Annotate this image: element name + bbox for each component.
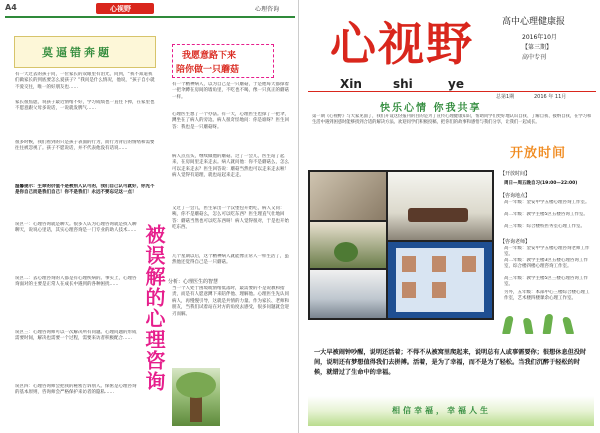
plants-room-photo (310, 222, 386, 268)
header-banner: 心视野 (110, 5, 131, 13)
masthead-rule (308, 91, 596, 92)
masthead-date: 2016年10月 (522, 34, 557, 41)
story-paragraph-4: 又过了一会儿，医生拿出一个汉堡包开始吃，病人又问：咦，你不是蘑菇么，怎么可以吃东西？医生理直气壮地回答：蘑菇当然也可以吃东西呀！病人觉得很对，于是也开始吃东西。 (172, 206, 289, 231)
masthead-edition: 高中专刊 (522, 54, 547, 61)
story-paragraph-2: 心理医生想了一个办法。有一天，心理医生也撑了一把伞，蹲坐在了病人的旁边。病人很奇怪地问：你是谁呀？医生回答：我也是一只蘑菇呀。 (172, 112, 289, 130)
share-text: 第一期《心视野》与大家见面了，我们开设这份报刊的目的是为了宣传心理健康知识，帮助同学们更好地认识自我、了解自我、接纳自我，在学习和生活中遇到困惑时能够找到合适的解决方法。欢迎同学们积极投稿，把你们的故事和感悟与我们分享，让我们一起成长。 (312, 114, 592, 125)
story-paragraph-5: 几个星期以后，这个精神病人就能像正常人一样生活了，虽然他还觉得自己是一只蘑菇。 (172, 254, 289, 266)
left-warning: 温馨提示：生命的价值不是被别人认可的，我们自己认可就好，你先不是你自己而是我们自己！你不是我们！永远不要忘记这一点！ (15, 184, 155, 196)
vertical-article-2: 误区二：去心理咨询的人都是有心理疾病的。事实上，心理咨询面对的主要是正常人在成长中遇到的各种困扰…… (15, 276, 137, 288)
vertical-title (140, 224, 168, 432)
center-fold (298, 0, 299, 433)
story-paragraph-3: 病人点点头，继续做他的蘑菇。过了一会儿，医生站了起来，在房间里走来走去。病人就问他：你不是蘑菇么，怎么可以走来走去？医生回答说：蘑菇当然也可以走来走去啦！病人觉得有道理，就也站起来走走。 (172, 154, 289, 179)
teacher-item-2: 高二年级：教学主楼3区五楼心理咨询工作室，综合楼四楼心理咨询工作室。 (504, 258, 588, 270)
right-page (300, 0, 600, 433)
masthead-issue: 【第三期】 (522, 44, 553, 51)
analysis-text: 当一个人处于困境或情绪低落时，最需要的不是说教和指责，而是有人愿意蹲下来陪伴他、理解他。心理医生先认同病人，再慢慢引导，这就是共情的力量。作为家长、老师和朋友，当我们试着站在对方的角度去感受，很多问题就会迎刃而解。 (172, 286, 289, 317)
left-paragraph-1: 家长很焦虑，说孩子最近情绪不好，学习成绩也一直往下掉，在家里也不愿意跟父母多说话，一说就发脾气…… (15, 100, 155, 112)
place-item-3: 高三年级：综合楼校医务室心理工作室。 (504, 224, 585, 229)
staff-board-photo (388, 242, 492, 318)
total-issue: 总第1期 (496, 94, 515, 100)
issue-date: 2016 年 11月 (534, 94, 567, 100)
schedule-extra: 另外，五年级：本部中心三楼综合楼心理工作室，艺术楼四楼课余心理工作室。 (504, 290, 590, 302)
teacher-item-3: 高三年级：教学主楼5区三楼心理咨询工作室。 (504, 276, 588, 288)
running-figures (500, 312, 592, 338)
quote-text: 一大早被闹钟吵醒，说明还活着；不得不从被窝里爬起来，说明总有人或事需要你；很想休息但没时间，说明还有梦想值得我们去拼搏。活着，是为了幸福，而不是为了轻松。当我们沉醉于轻松的时候，就错过了生命中的幸福。 (314, 349, 587, 376)
left-intro: 有一天过去的孩子问，一位家长的双眼里有泪光，问到，“我不知道我们做家长的到底要怎么爱孩子？”我问是什么情况，他说，“孩子自小就不爱交往，唯一的好朋友也…… (15, 72, 155, 90)
place-label: 【咨询地点】 (500, 193, 531, 199)
tree-photo (172, 368, 220, 426)
vertical-article-1: 误区一：心理咨询就是聊天。很多人认为心理咨询就是找人聊聊天，说说心里话，其实心理咨询是一门专业的助人技术…… (15, 222, 137, 234)
story-title-2: 陪你做一只蘑菇 (176, 65, 240, 75)
pinyin-3: ye (448, 77, 464, 91)
header-section: 心理咨询 (255, 6, 280, 13)
newspaper-name: 高中心理健康报 (502, 17, 566, 27)
share-title: 快乐心情 你我共享 (380, 103, 482, 114)
teacher-item-1: 高一年级：金安中学五楼心理咨询老师工作室。 (504, 246, 590, 258)
pinyin-1: Xin (340, 77, 362, 91)
time-label: 【开放时间】 (500, 171, 531, 177)
time-value: 周日—周五晚自习(19:00—22:00) (504, 181, 578, 186)
meeting-room-photo (310, 172, 386, 220)
hallway-photo (310, 270, 386, 318)
story-paragraph-1: 有一个精神病人，以为自己是一只蘑菇，于是他每天都撑着一把伞蹲在房间的墙角里，不吃也不喝，像一只真正的蘑菇一样。 (172, 82, 289, 100)
masthead-logo: 心视野 (330, 17, 474, 71)
teacher-label: 【咨询老师】 (500, 239, 531, 245)
schedule-title: 开放时间 (510, 146, 567, 161)
place-item-1: 高一年级：金安中学五楼心理咨询工作室。 (504, 200, 590, 205)
page-number: A4 (5, 3, 17, 12)
place-item-2: 高二年级：教学主楼5区五楼咨询工作室。 (504, 212, 588, 217)
analysis-title: 分析：心理医生的智慧 (168, 279, 219, 285)
bright-room-photo (388, 172, 492, 240)
story-title-1: 我愿意路下来 (182, 51, 237, 61)
header-rule (5, 16, 295, 18)
bookmark-title: 莫逼错奔题 (42, 46, 112, 59)
pinyin-2: shi (393, 77, 413, 91)
left-paragraph-2: 很多时候，我们看到的只是孩子表面的行为，而行为背后的情绪和需要往往被忽视了。孩子不愿说话，并不代表他没有话说…… (15, 140, 155, 152)
vertical-article-4: 误区四：心理咨询师会把我的秘密告诉别人。保密是心理咨询的基本原则，咨询师会严格保护来访者的隐私…… (15, 384, 137, 396)
vertical-article-3: 误区三：心理咨询师可以一次解决所有问题。心理问题的形成需要时间，解决也需要一个过程，需要来访者积极配合…… (15, 330, 137, 342)
vertical-title-text: 被误解的心理咨询 (142, 224, 166, 392)
slogan: 相信幸福，幸福人生 (392, 406, 491, 415)
